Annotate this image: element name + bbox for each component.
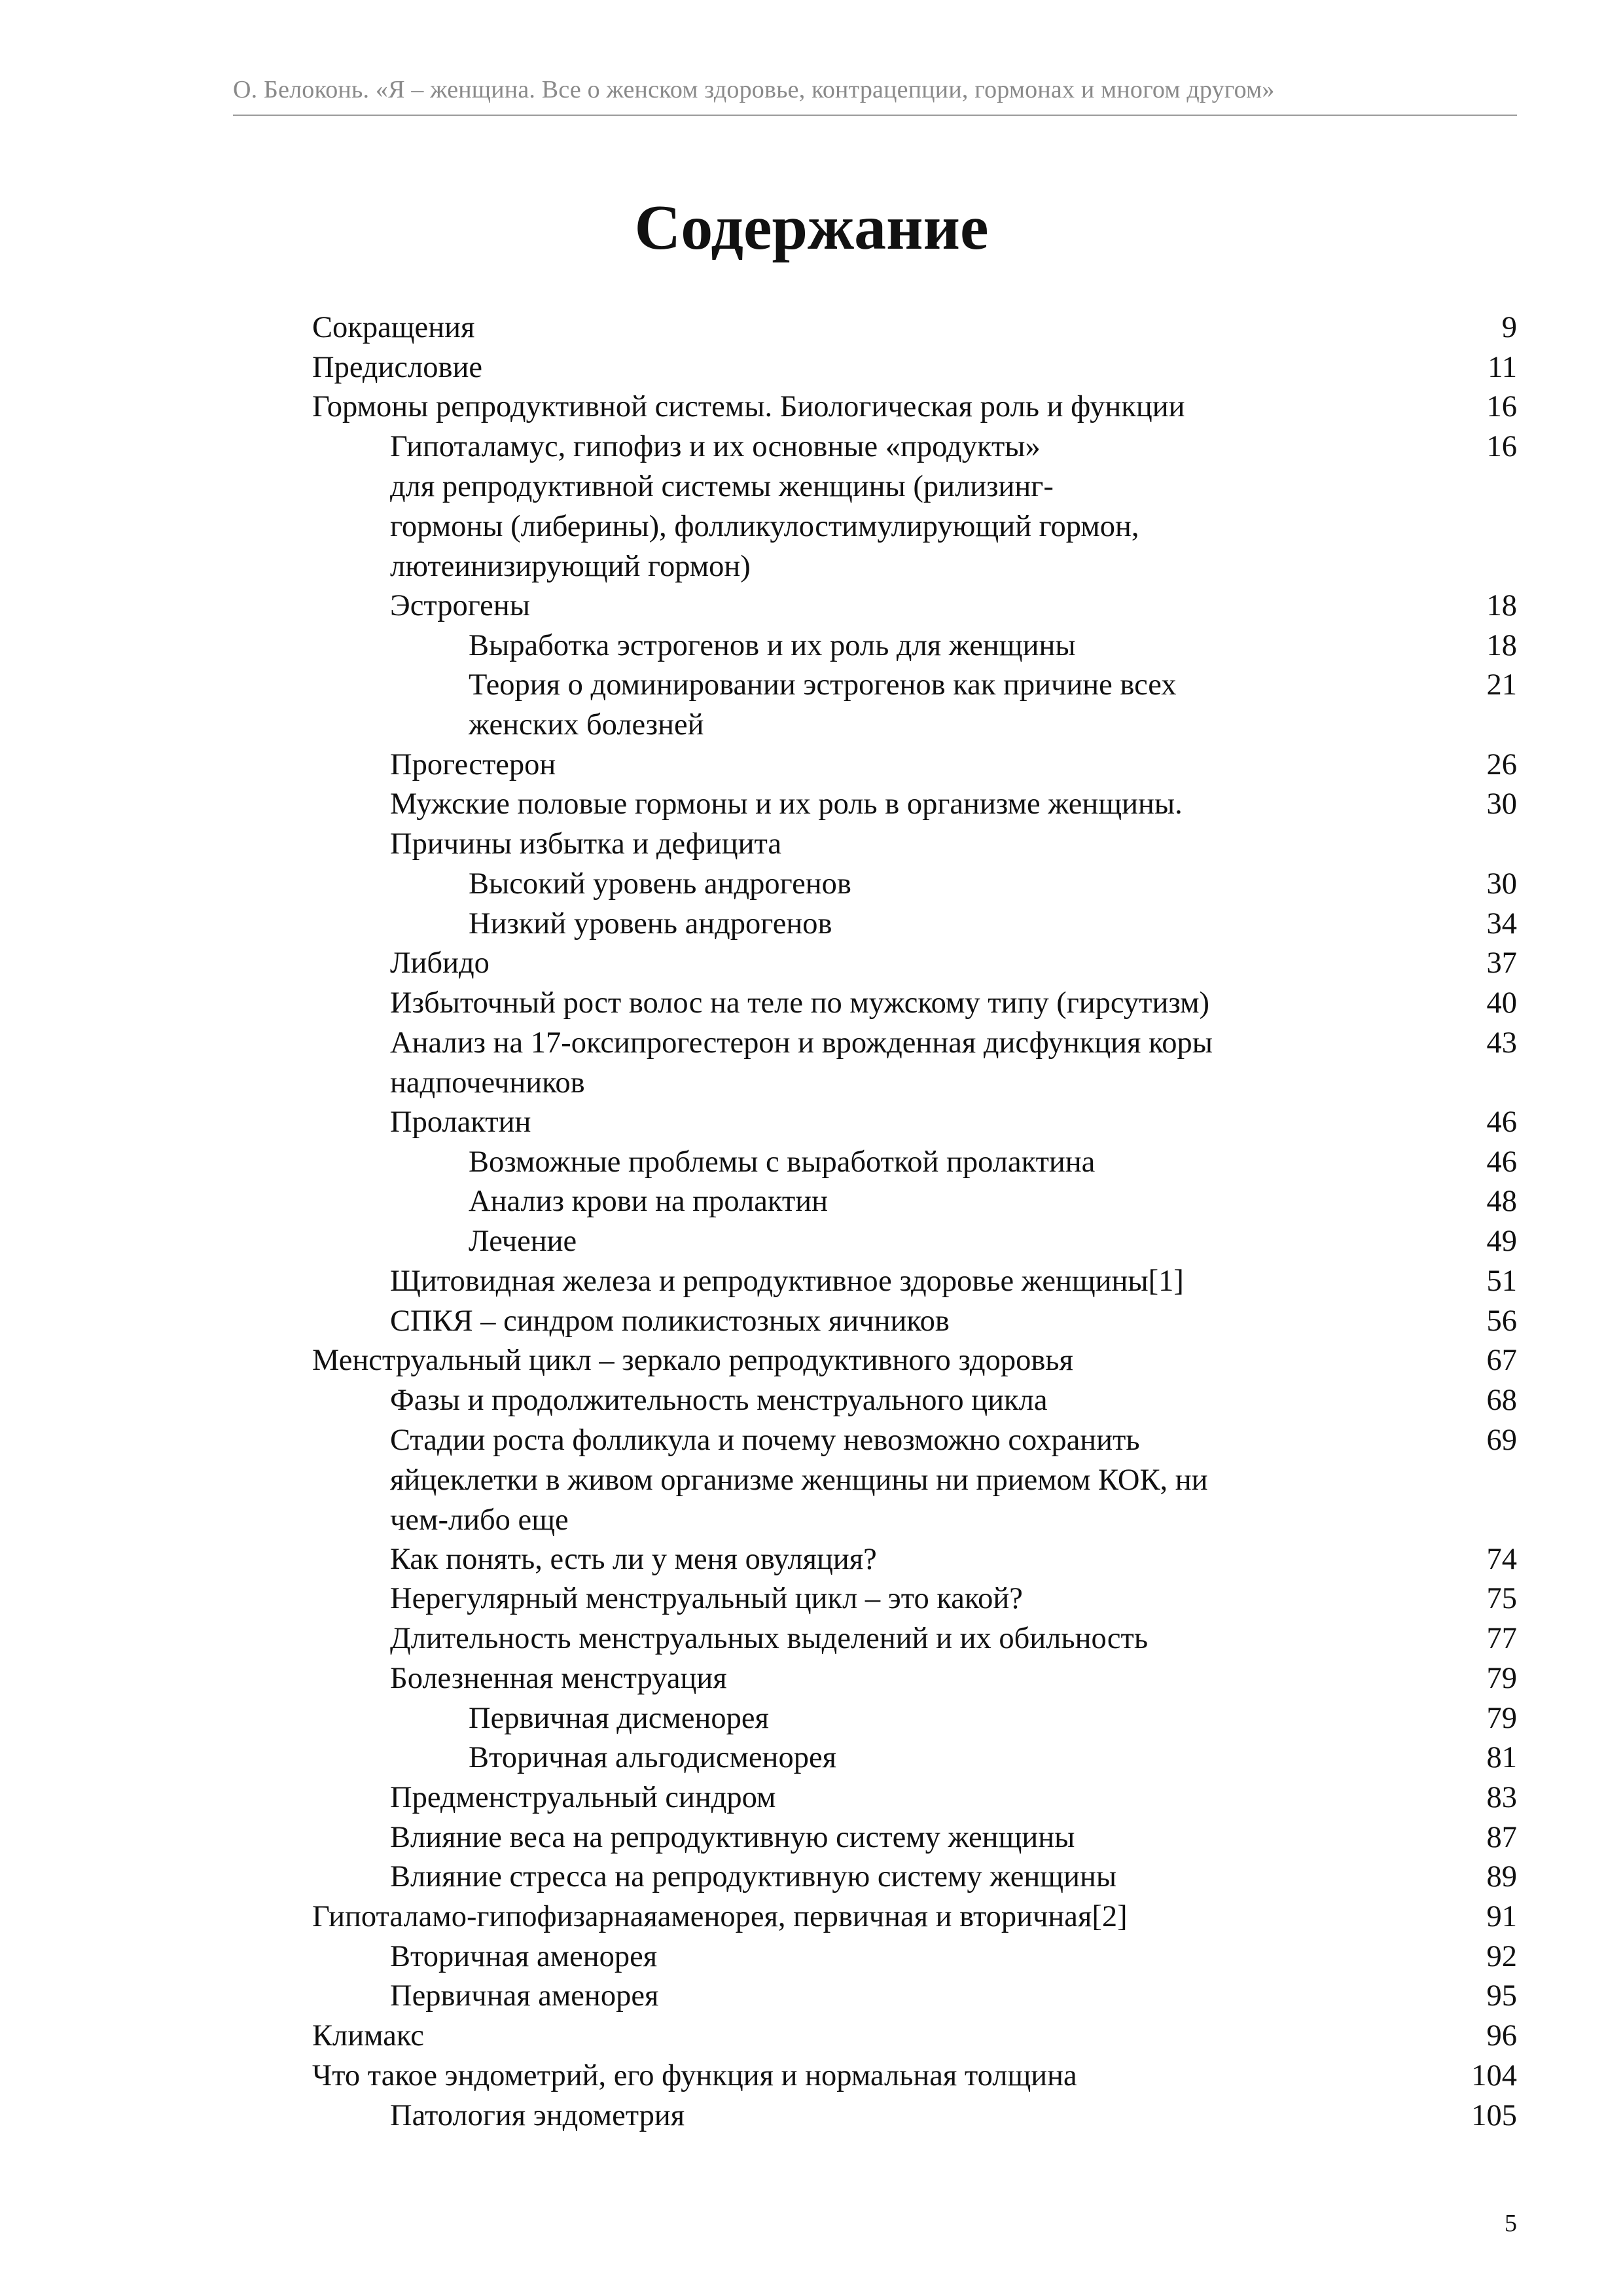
toc-entry[interactable] (469, 665, 1177, 745)
toc-page-number: 37 (1486, 946, 1517, 980)
toc-page-number: 56 (1486, 1304, 1517, 1338)
toc-page-number: 49 (1486, 1225, 1517, 1259)
toc-page-number: 95 (1486, 1979, 1517, 2013)
toc-page-number: 30 (1486, 867, 1517, 901)
toc-page-number: 21 (1486, 668, 1517, 702)
toc-entry-title: Менструальный цикл – зеркало репродуктивного здоровья (312, 1344, 1073, 1378)
toc-entry[interactable] (390, 1261, 1184, 1301)
toc-entry-title: лютеинизирующий гормон) (390, 550, 751, 584)
toc-page-number: 18 (1486, 588, 1517, 622)
toc-entry[interactable] (390, 983, 1209, 1023)
toc-entry-title: Патология эндометрия (390, 2098, 685, 2132)
toc-entry-title: яйцеклетки в живом организме женщины ни приемом КОК, ни (390, 1463, 1208, 1497)
toc-entry[interactable] (469, 626, 1076, 666)
toc-entry-title: Избыточный рост волос на теле по мужскому типу (гирсутизм) (390, 986, 1210, 1020)
toc-entry[interactable] (390, 1937, 657, 1977)
toc-entry-title: Эстрогены (390, 588, 530, 622)
toc-page-number: 92 (1486, 1939, 1517, 1973)
toc-entry[interactable] (390, 427, 1139, 586)
toc-page-number: 67 (1486, 1344, 1517, 1378)
toc-page-number: 51 (1486, 1264, 1517, 1298)
toc-entry-title: Анализ крови на пролактин (469, 1185, 828, 1219)
toc-entry[interactable] (469, 1738, 836, 1778)
toc-page-number: 68 (1486, 1383, 1517, 1417)
toc-entry-title: Как понять, есть ли у меня овуляция? (390, 1542, 877, 1576)
toc-entry-title: Нерегулярный менструальный цикл – это какой? (390, 1582, 1023, 1616)
toc-page-number: 26 (1486, 747, 1517, 781)
toc-entry-title: Длительность менструальных выделений и их обильность (390, 1622, 1149, 1656)
toc-page-number: 46 (1486, 1145, 1517, 1179)
toc-entry-title: Вторичная альгодисменорея (469, 1741, 836, 1775)
toc-entry-title: Пролактин (390, 1105, 531, 1139)
toc-page-number: 43 (1486, 1026, 1517, 1060)
toc-entry-title: Лечение (469, 1225, 577, 1259)
toc-entry-title: Высокий уровень андрогенов (469, 867, 851, 901)
toc-entry-title: Гипоталамус, гипофиз и их основные «продукты» (390, 430, 1041, 464)
toc-entry-title: Климакс (312, 2019, 424, 2053)
toc-entry-title: женских болезней (469, 708, 704, 742)
toc-page-number: 87 (1486, 1820, 1517, 1854)
toc-entry[interactable] (390, 943, 490, 983)
toc-entry-title: Предисловие (312, 350, 482, 384)
toc-entry-title: Сокращения (312, 311, 475, 344)
toc-page-number: 9 (1501, 311, 1517, 344)
toc-entry[interactable] (390, 1778, 776, 1818)
toc-page-number: 81 (1486, 1741, 1517, 1775)
toc-entry-title: Гипоталамо-гипофизарнаяаменорея, первичная и вторичная[2] (312, 1900, 1128, 1933)
toc-page-number: 105 (1471, 2098, 1517, 2132)
toc-entry-title: Фазы и продолжительность менструального цикла (390, 1383, 1048, 1417)
toc-entry-title: Что такое эндометрий, его функция и нормальная толщина (312, 2058, 1077, 2092)
toc-page-number: 48 (1486, 1185, 1517, 1219)
toc-entry-title: Вторичная аменорея (390, 1939, 658, 1973)
toc-entry-title: Либидо (390, 946, 490, 980)
toc-entry[interactable] (390, 1023, 1213, 1103)
toc-page-number: 91 (1486, 1900, 1517, 1933)
toc-entry[interactable] (390, 1102, 531, 1142)
toc-page-number: 96 (1486, 2019, 1517, 2053)
toc-entry[interactable] (390, 1301, 950, 1341)
toc-entry[interactable] (390, 1857, 1116, 1897)
toc-entry-title: Первичная дисменорея (469, 1701, 769, 1735)
toc-entry-title: Низкий уровень андрогенов (469, 906, 832, 941)
toc-entry[interactable] (312, 387, 1185, 427)
toc-entry[interactable] (390, 1579, 1023, 1619)
toc-entry[interactable] (469, 1221, 577, 1261)
toc-entry-title: Причины избытка и дефицита (390, 827, 782, 861)
toc-entry[interactable] (390, 1976, 658, 2016)
toc-entry[interactable] (469, 1698, 769, 1738)
toc-entry[interactable] (390, 1659, 727, 1698)
toc-page-number: 69 (1486, 1423, 1517, 1457)
toc-entry-title: для репродуктивной системы женщины (рилизинг- (390, 470, 1054, 504)
toc-entry-title: Выработка эстрогенов и их роль для женщины (469, 628, 1076, 662)
toc-page-number: 18 (1486, 628, 1517, 662)
toc-entry-title: Теория о доминировании эстрогенов как причине всех (469, 668, 1177, 702)
toc-page-number: 104 (1471, 2058, 1517, 2092)
toc-page-number: 34 (1486, 906, 1517, 941)
toc-entry[interactable] (469, 1142, 1095, 1182)
toc-entry[interactable] (312, 1897, 1128, 1937)
toc-page-number: 74 (1486, 1542, 1517, 1576)
toc-entry[interactable] (390, 1539, 877, 1579)
toc-entry-title: гормоны (либерины), фолликулостимулирующий гормон, (390, 510, 1139, 544)
toc-entry[interactable] (469, 864, 851, 904)
toc-entry[interactable] (390, 1380, 1047, 1420)
toc-page-number: 30 (1486, 787, 1517, 821)
toc-page-number: 79 (1486, 1661, 1517, 1695)
toc-entry[interactable] (312, 1340, 1073, 1380)
toc-entry[interactable] (390, 745, 556, 785)
toc-entry-title: Стадии роста фолликула и почему невозможно сохранить (390, 1423, 1140, 1457)
toc-page-number: 40 (1486, 986, 1517, 1020)
toc-entry-title: Возможные проблемы с выработкой пролактина (469, 1145, 1096, 1179)
toc-page-number: 89 (1486, 1860, 1517, 1894)
toc-page-number: 11 (1488, 350, 1517, 384)
toc-entry-title: надпочечников (390, 1066, 585, 1100)
toc-page-number: 77 (1486, 1622, 1517, 1656)
toc-page-number: 16 (1486, 390, 1517, 424)
toc-entry[interactable] (390, 1420, 1208, 1540)
toc-entry[interactable] (390, 1619, 1148, 1659)
toc-entry-title: Прогестерон (390, 747, 556, 781)
toc-entry-title: Предменструальный синдром (390, 1780, 776, 1814)
page-number: 5 (1505, 2210, 1517, 2237)
toc-entry-title: Влияние стресса на репродуктивную систему женщины (390, 1860, 1117, 1894)
page-title: Содержание (634, 192, 989, 263)
toc-entry-title: Первичная аменорея (390, 1979, 659, 2013)
toc-entry-title: чем-либо еще (390, 1503, 569, 1537)
toc-entry-title: Мужские половые гормоны и их роль в организме женщины. (390, 787, 1183, 821)
toc-page-number: 75 (1486, 1582, 1517, 1616)
toc-entry[interactable] (469, 904, 832, 944)
toc-page-number: 79 (1486, 1701, 1517, 1735)
toc-entry-title: Болезненная менструация (390, 1661, 727, 1695)
toc-entry[interactable] (469, 1181, 828, 1221)
running-header: О. Белоконь. «Я – женщина. Все о женском здоровье, контрацепции, гормонах и многом другом» (233, 76, 1275, 103)
toc-entry[interactable] (390, 1818, 1075, 1857)
toc-entry-title: Влияние веса на репродуктивную систему женщины (390, 1820, 1075, 1854)
toc-entry[interactable] (390, 586, 530, 626)
toc-entry[interactable] (312, 348, 482, 387)
toc-entry[interactable] (390, 2096, 685, 2136)
toc-page-number: 46 (1486, 1105, 1517, 1139)
toc-entry-title: СПКЯ – синдром поликистозных яичников (390, 1304, 950, 1338)
toc-entry-title: Анализ на 17-оксипрогестерон и врожденная дисфункция коры (390, 1026, 1213, 1060)
toc-entry-title: Гормоны репродуктивной системы. Биологическая роль и функции (312, 390, 1185, 424)
toc-entry[interactable] (312, 308, 474, 348)
toc-entry[interactable] (312, 2056, 1077, 2096)
toc-entry[interactable] (312, 2016, 424, 2056)
toc-page-number: 83 (1486, 1780, 1517, 1814)
toc-entry[interactable] (390, 784, 1183, 864)
toc-page-number: 16 (1486, 430, 1517, 464)
toc-entry-title: Щитовидная железа и репродуктивное здоровье женщины[1] (390, 1264, 1184, 1298)
